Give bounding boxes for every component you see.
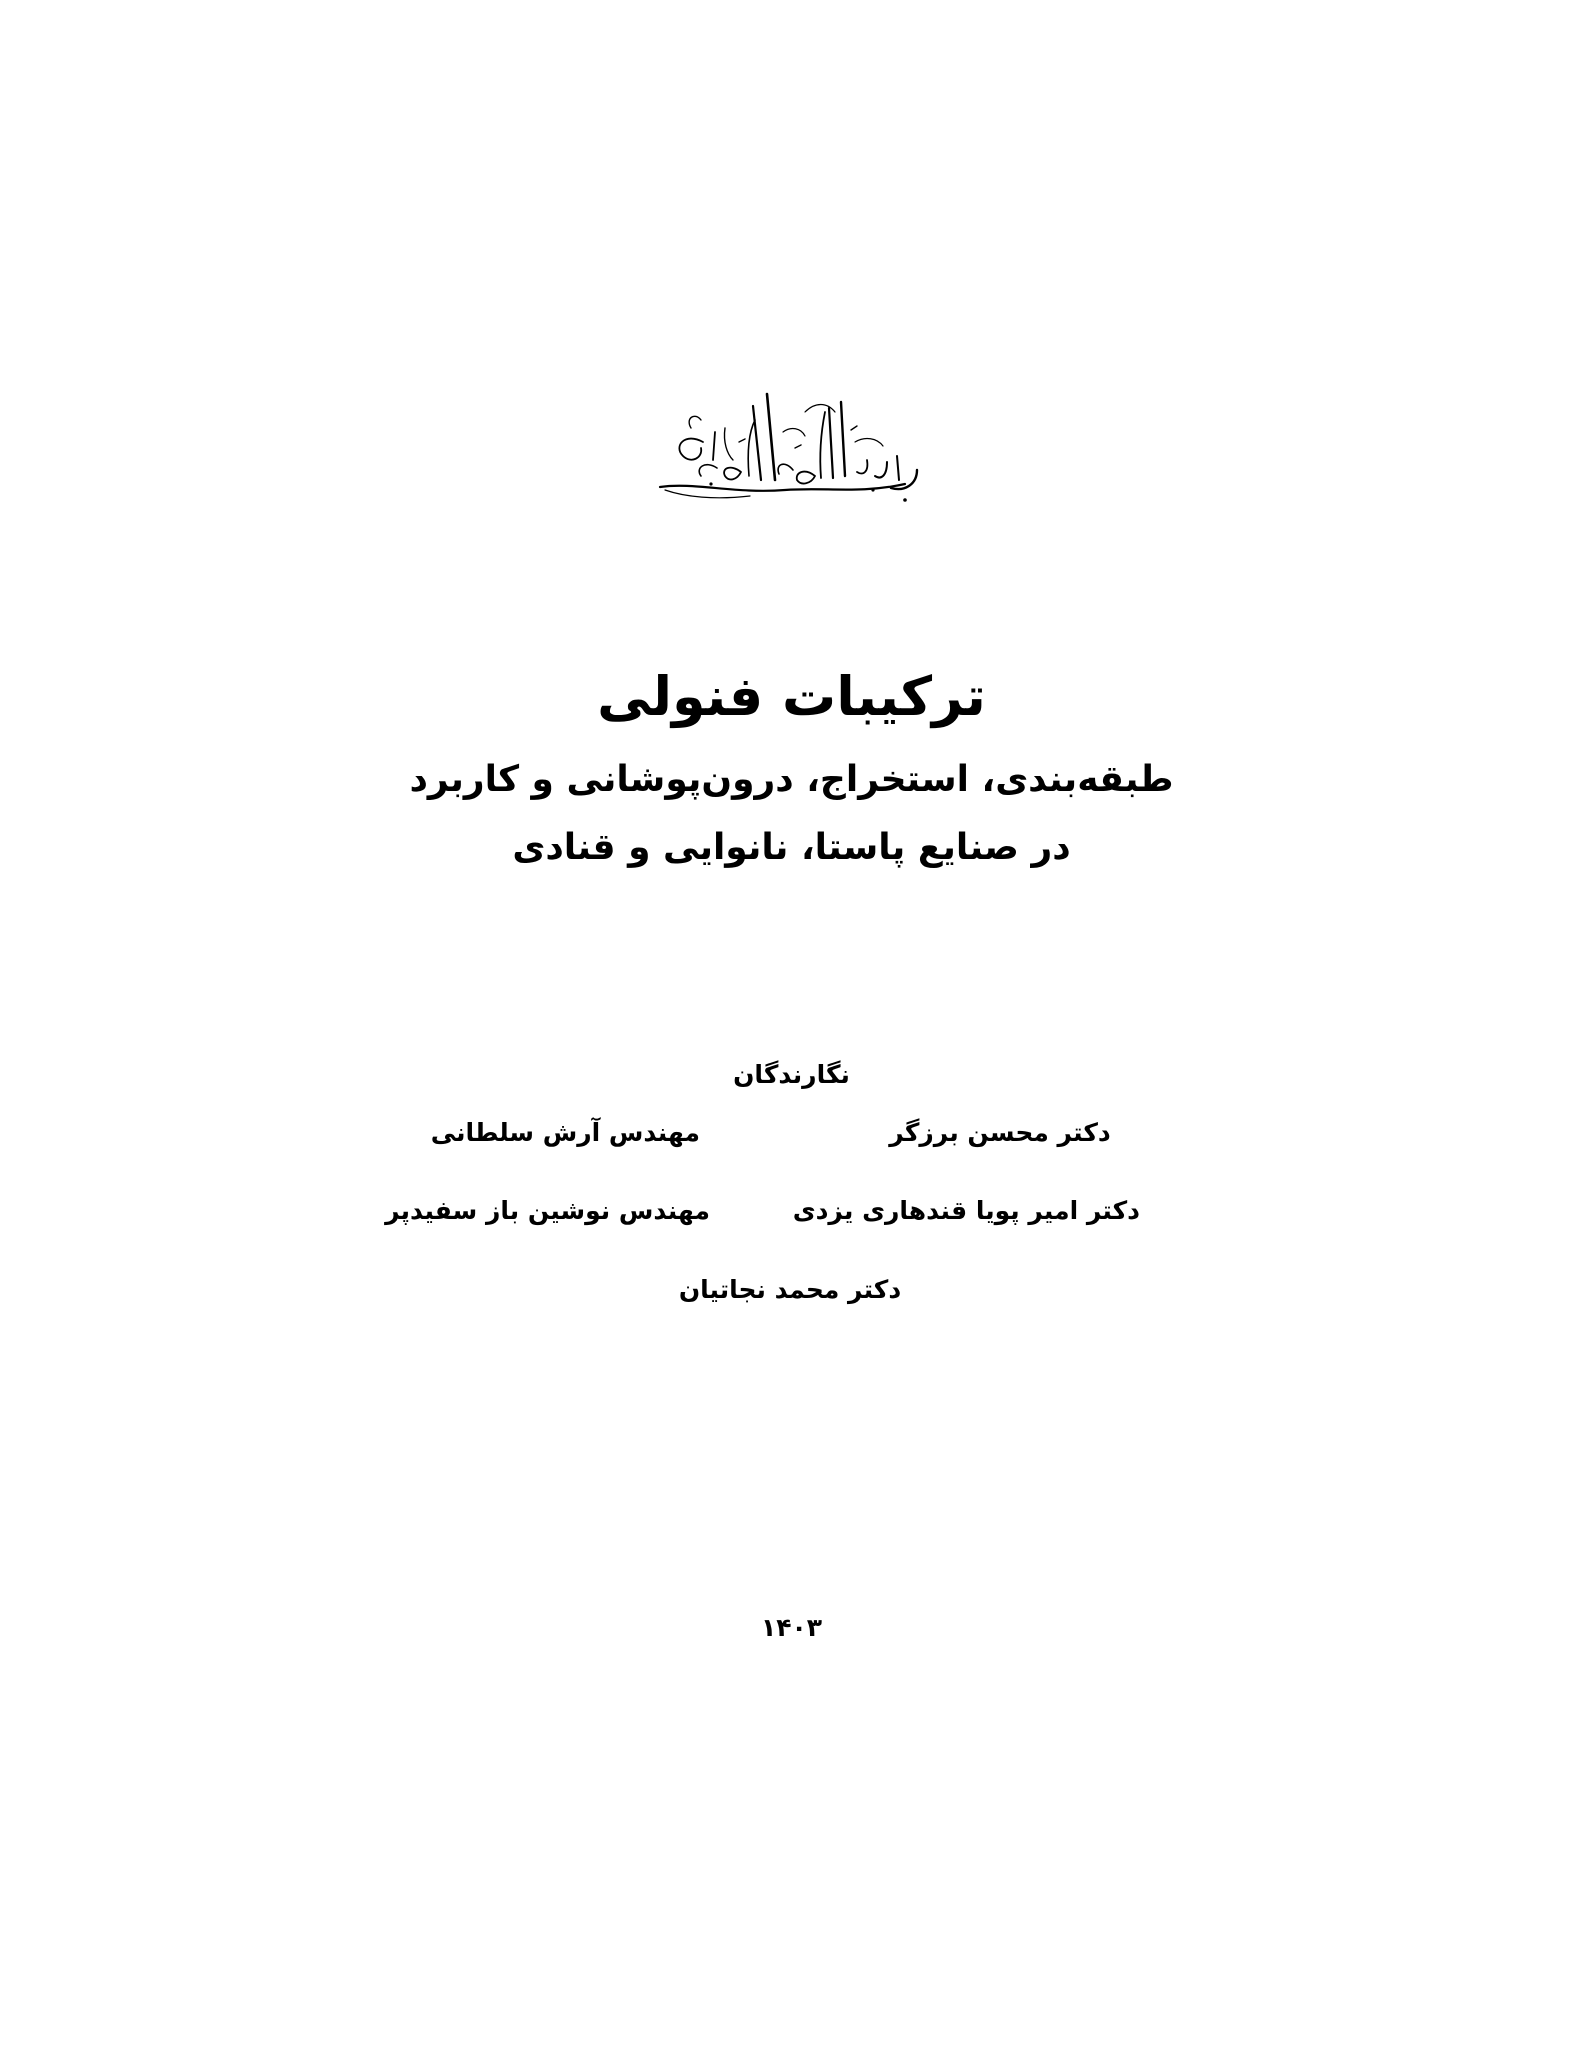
author-name: دکتر محمد نجاتیان	[678, 1275, 902, 1304]
author-name: مهندس نوشین باز سفیدپر	[385, 1196, 710, 1225]
book-title: ترکیبات فنولی	[597, 665, 986, 728]
author-name: دکتر امیر پویا قندهاری یزدی	[792, 1196, 1140, 1225]
authors-heading: نگارندگان	[733, 1060, 850, 1089]
basmala-calligraphy-icon	[655, 372, 925, 512]
basmala-calligraphy-logo	[655, 372, 925, 512]
author-name: مهندس آرش سلطانی	[430, 1118, 700, 1147]
book-subtitle-line-2: در صنایع پاستا، نانوایی و قنادی	[512, 827, 1071, 868]
publication-year: ۱۴۰۳	[760, 1613, 823, 1642]
author-name: دکتر محسن برزگر	[889, 1118, 1111, 1147]
book-subtitle-line-1: طبقه‌بندی، استخراج، درون‌پوشانی و کاربرد	[409, 759, 1174, 800]
